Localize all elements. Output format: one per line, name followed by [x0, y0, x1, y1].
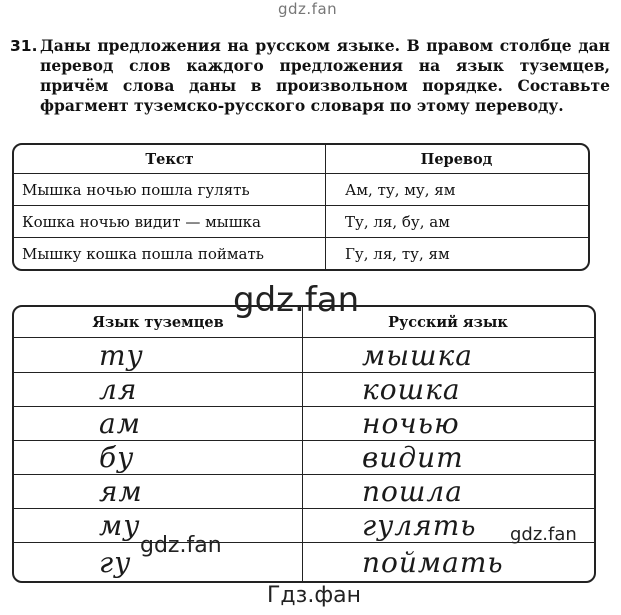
table-row [14, 509, 594, 542]
dictionary-table [12, 305, 596, 583]
russian-word: мышка [362, 338, 473, 372]
text-translation-table [12, 143, 590, 271]
table-row [14, 407, 594, 440]
table2-header-row [14, 307, 594, 337]
russian-word: кошка [362, 373, 461, 406]
native-word: ля [99, 373, 138, 406]
native-word: бу [99, 441, 135, 474]
native-word: ям [99, 475, 143, 508]
table1-cell-text: Мышку кошка пошла поймать [22, 244, 264, 263]
watermark-middle: gdz.fan [233, 280, 360, 320]
watermark-top: gdz.fan [278, 0, 338, 18]
task-block [10, 36, 610, 116]
table-row [14, 441, 594, 474]
task-text: Даны предложения на русском языке. В правом столбце дан перевод слов каждого предложения на язык туземцев, причём слова даны в произвольном порядке. Составьте фрагмент туземско-русского словаря по этому переводу. [40, 36, 610, 115]
table-row [14, 338, 594, 372]
table1-header-text: Текст [145, 150, 194, 168]
table1-header-row [14, 145, 588, 173]
table-row [14, 174, 588, 205]
native-word: му [99, 509, 141, 542]
russian-word: пошла [362, 475, 463, 508]
watermark-left: gdz.fan [140, 533, 222, 558]
footer-caption: Гдз.фан [267, 583, 361, 608]
native-word: ам [99, 407, 141, 440]
native-word: ту [99, 338, 144, 372]
table1-cell-translation: Ту, ля, бу, ам [345, 212, 450, 231]
table2-header-russian: Русский язык [388, 313, 508, 331]
table1-cell-text: Кошка ночью видит — мышка [22, 212, 261, 231]
table2-header-native: Язык туземцев [92, 313, 224, 331]
native-word: гу [99, 545, 132, 579]
table1-header-translation: Перевод [420, 150, 493, 168]
table-row [14, 543, 594, 581]
russian-word: поймать [362, 545, 504, 579]
russian-word: ночью [362, 407, 460, 440]
table1-cell-translation: Ам, ту, му, ям [345, 180, 456, 199]
watermark-right: gdz.fan [510, 524, 577, 545]
table1-cell-text: Мышка ночью пошла гулять [22, 180, 250, 199]
task-number: 31. [10, 37, 38, 55]
table-row [14, 206, 588, 237]
table-row [14, 475, 594, 508]
russian-word: видит [362, 441, 464, 474]
table1-cell-translation: Гу, ля, ту, ям [345, 244, 450, 263]
russian-word: гулять [362, 509, 477, 542]
table-row [14, 373, 594, 406]
table-row [14, 238, 588, 269]
